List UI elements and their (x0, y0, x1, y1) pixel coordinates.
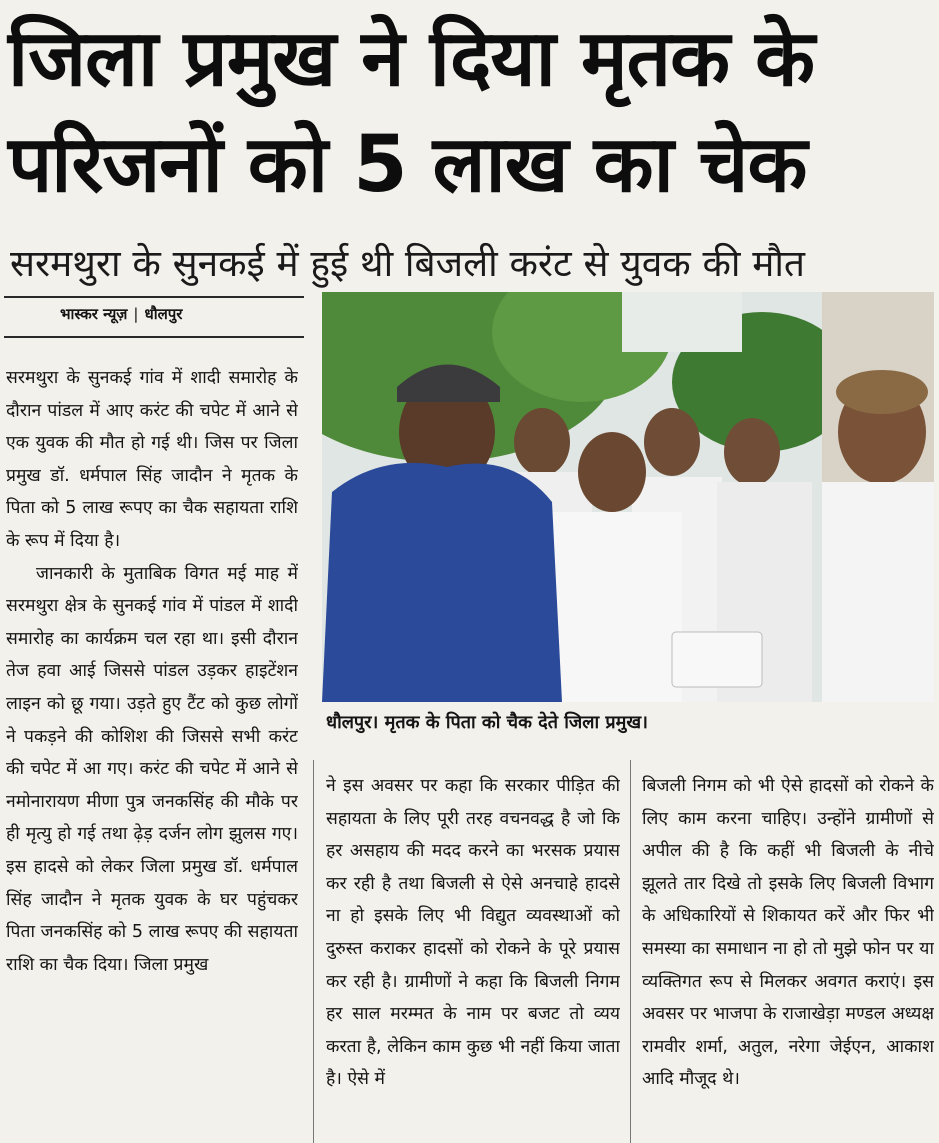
article-column-3 (642, 770, 934, 1143)
photo-caption: धौलपुर। मृतक के पिता को चैक देते जिला प्रमुख। (326, 712, 648, 733)
col1-paragraph-2: जानकारी के मुताबिक विगत मई माह में सरमथुरा क्षेत्र के सुनकई गांव में पांडल में शादी समारोह का कार्यक्रम चल रहा था। इसी दौरान तेज हवा आई जिससे पांडल उड़कर हाइटेंशन लाइन को छू गया। उड़ते हुए टैंट को कुछ लोगों ने पकड़ने की कोशिश की जिससे सभी करंट की चपेट में आ गए। करंट की चपेट में आने से नमोनारायण मीणा पुत्र जनकसिंह की मौके पर ही मृत्यु हो गई तथा ढ़ेड़ दर्जन लोग झुलस गए। इस हादसे को लेकर जिला प्रमुख डॉ. धर्मपाल सिंह जादौन ने मृतक युवक के घर पहुंचकर पिता जनकसिंह को 5 लाख रूपए की सहायता राशि का चैक दिया। जिला प्रमुख (6, 563, 298, 975)
byline-location: धौलपुर (144, 305, 183, 323)
column-divider-2 (630, 760, 631, 1143)
col3-paragraph: बिजली निगम को भी ऐसे हादसों को रोकने के लिए काम करना चाहिए। उन्होंने ग्रामीणों से अपील की है कि कहीं भी बिजली के नीचे झूलते तार दिखे तो इसके लिए बिजली विभाग के अधिकारियों से शिकायत करें और फिर भी समस्या का समाधान ना हो तो मुझे फोन पर या व्यक्तिगत रूप से मिलकर अवगत कराएं। इस अवसर पर भाजपा के राजाखेड़ा मण्डल अध्यक्ष रामवीर शर्मा, अतुल, नरेगा जेईएन, आकाश आदि मौजूद थे। (642, 776, 934, 1090)
byline-source: भास्कर न्यूज़ (60, 305, 128, 323)
column-divider-1 (313, 760, 314, 1143)
article-column-2 (326, 770, 620, 1143)
byline-rule-bottom (4, 336, 304, 338)
byline-separator: | (133, 305, 139, 323)
article-column-1 (6, 362, 298, 1143)
headline: जिला प्रमुख ने दिया मृतक के परिजनों को 5 लाख का चेक (8, 14, 815, 210)
news-photo (322, 292, 934, 702)
byline (60, 304, 182, 324)
subheadline: सरमथुरा के सुनकई में हुई थी बिजली करंट से युवक की मौत (10, 242, 806, 285)
byline-rule-top (4, 296, 304, 298)
col2-paragraph: ने इस अवसर पर कहा कि सरकार पीड़ित की सहायता के लिए पूरी तरह वचनवद्ध है जो कि हर असहाय की मदद करने का भरसक प्रयास कर रही है तथा बिजली से ऐसे अनचाहे हादसे ना हो इसके लिए भी विद्युत व्यवस्थाओं को दुरुस्त कराकर हादसों को रोकने के पूरे प्रयास कर रही है। ग्रामीणों ने कहा कि बिजली निगम हर साल मरम्मत के नाम पर बजट तो व्यय करता है, लेकिन काम कुछ भी नहीं किया जाता है। ऐसे में (326, 776, 620, 1090)
col1-paragraph-1: सरमथुरा के सुनकई गांव में शादी समारोह के दौरान पांडल में आए करंट की चपेट में आने से एक युवक की मौत हो गई थी। जिस पर जिला प्रमुख डॉ. धर्मपाल सिंह जादौन ने मृतक के पिता को 5 लाख रूपए का चैक सहायता राशि के रूप में दिया है। (6, 368, 298, 551)
